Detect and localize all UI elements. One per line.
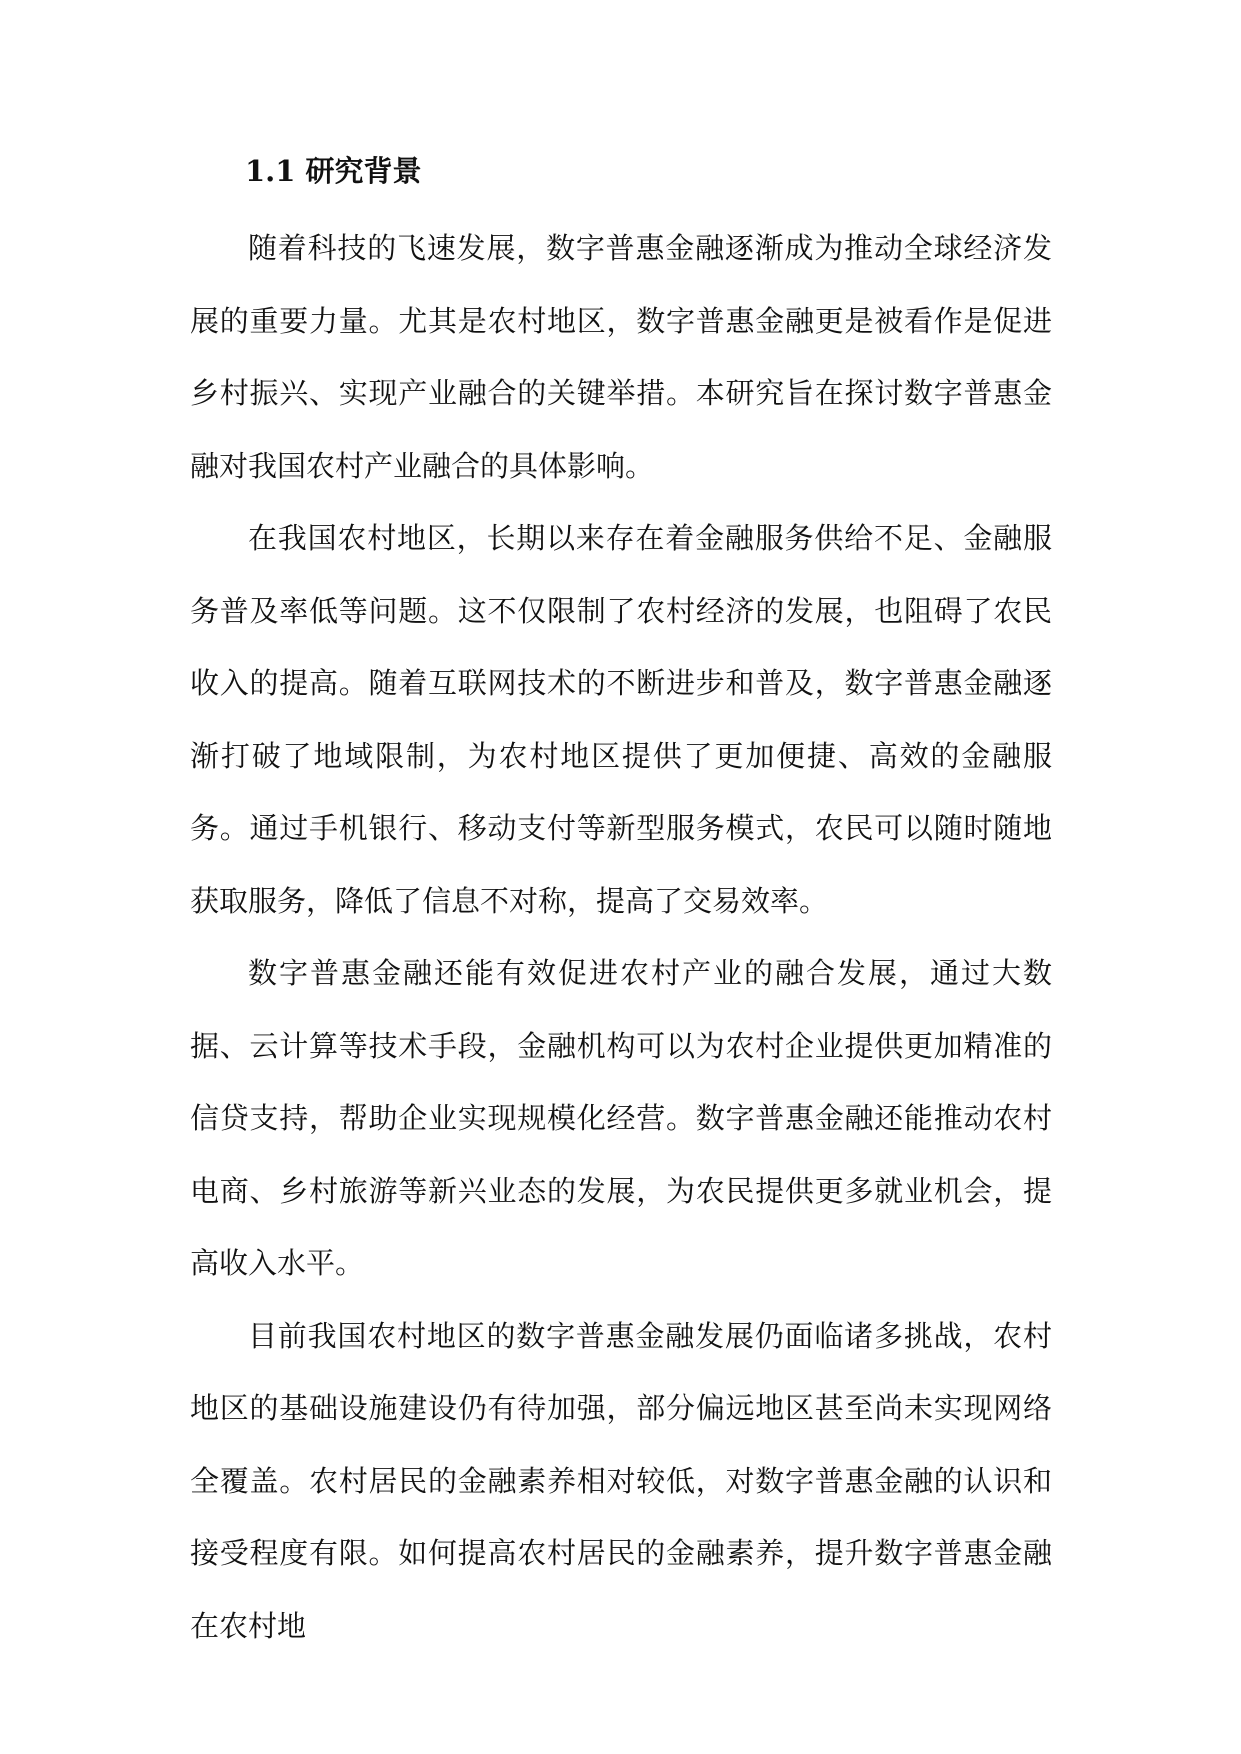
paragraph: 目前我国农村地区的数字普惠金融发展仍面临诸多挑战，农村地区的基础设施建设仍有待加强，部分偏远地区甚至尚未实现网络全覆盖。农村居民的金融素养相对较低，对数字普惠金融的认识和接受程度有限。如何提高农村居民的金融素养，提升数字普惠金融在农村地 (190, 1318, 1052, 1643)
paragraph: 在我国农村地区，长期以来存在着金融服务供给不足、金融服务普及率低等问题。这不仅限制了农村经济的发展，也阻碍了农民收入的提高。随着互联网技术的不断进步和普及，数字普惠金融逐渐打破了地域限制，为农村地区提供了更加便捷、高效的金融服务。通过手机银行、移动支付等新型服务模式，农民可以随时随地获取服务，降低了信息不对称，提高了交易效率。 (190, 521, 1052, 918)
body-text (190, 212, 1052, 1662)
paragraph: 随着科技的飞速发展，数字普惠金融逐渐成为推动全球经济发展的重要力量。尤其是农村地区，数字普惠金融更是被看作是促进乡村振兴、实现产业融合的关键举措。本研究旨在探讨数字普惠金融对我国农村产业融合的具体影响。 (190, 231, 1052, 483)
section-heading: 1.1 研究背景 (245, 154, 422, 188)
paragraph: 数字普惠金融还能有效促进农村产业的融合发展，通过大数据、云计算等技术手段，金融机构可以为农村企业提供更加精准的信贷支持，帮助企业实现规模化经营。数字普惠金融还能推动农村电商、乡村旅游等新兴业态的发展，为农民提供更多就业机会，提高收入水平。 (190, 956, 1052, 1280)
